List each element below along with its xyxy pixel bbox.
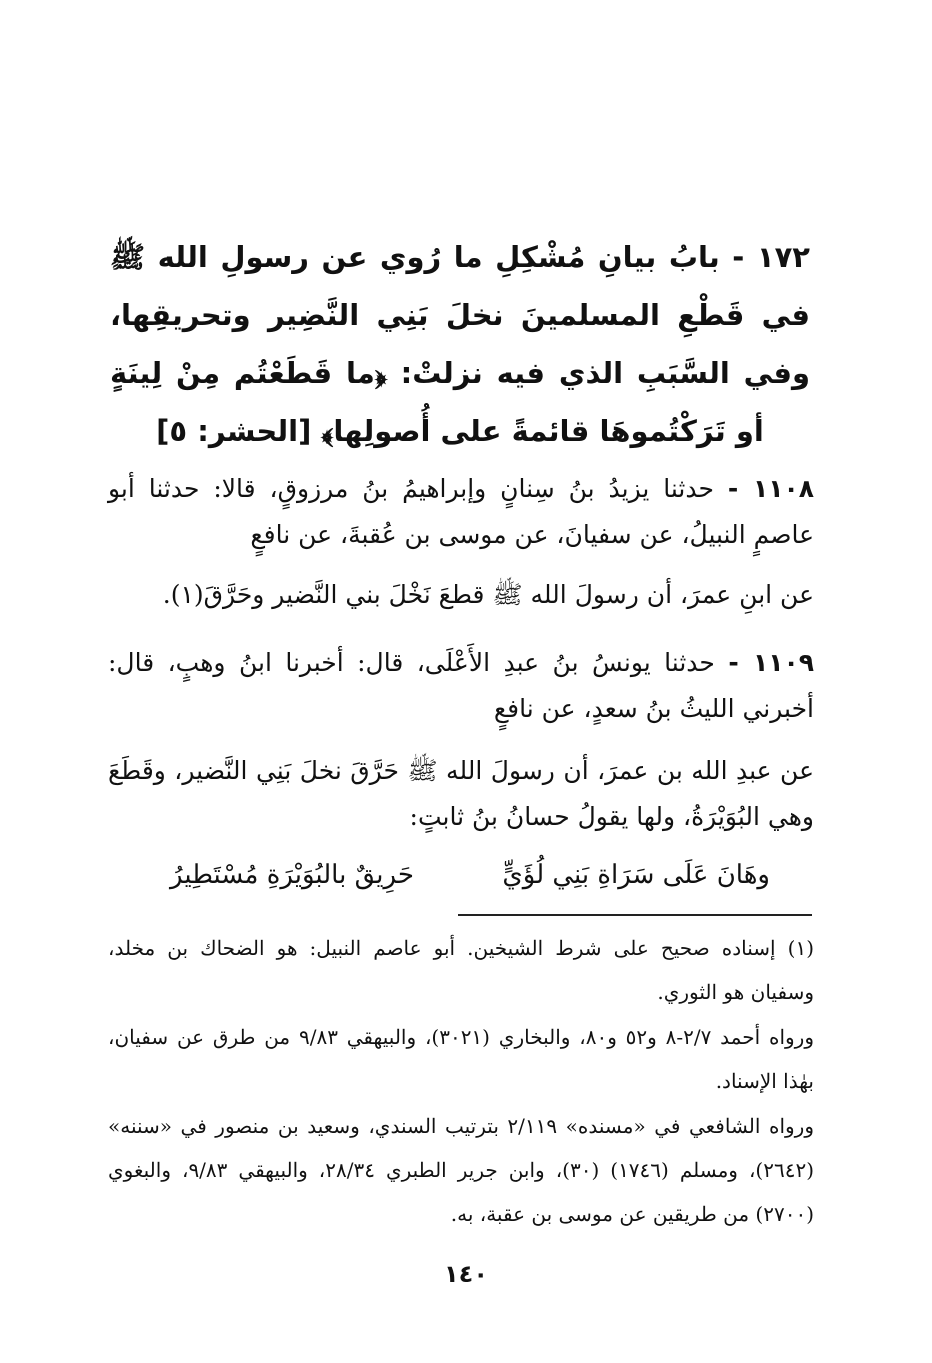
footnote: ورواه أحمد ٢/٧-٨ و٥٢ و٨٠، والبخاري (٣٠٢١)، والبيهقي ٩/٨٣ من طرق عن سفيان، بهٰذا الإسناد. xyxy=(108,1025,814,1093)
hadith-number: ١١٠٨ - xyxy=(727,474,814,503)
chapter-heading: ١٧٢ - بابُ بيانِ مُشْكِلِ ما رُوي عن رسولِ الله ﷺ في قَطْعِ المسلمينَ نخلَ بَنِي النَّضِير وتحريقِها، وفي السَّبَبِ الذي فيه نزلتْ: ﴿ما قَطَعْتُم مِنْ لِينَةٍ أو تَرَكْتُموهَا قائمةً على أُصولِها﴾ [الحشر: ٥] xyxy=(110,240,810,448)
verse-second-hemistich: حَرِيقٌ بالبُوَيْرَةِ مُسْتَطِيرُ xyxy=(170,860,414,890)
isnad-text: حدثنا يونسُ بنُ عبدِ الأَعْلَى، قال: أخبرنا ابنُ وهبٍ، قال: أخبرني الليثُ بنُ سعدٍ، عن نافعٍ xyxy=(108,648,814,723)
page-number: ١٤٠ xyxy=(444,1260,488,1288)
hadith-1108-matn: عن ابنِ عمرَ، أن رسولَ الله ﷺ قطعَ نَخْلَ بني النَّضير وحَرَّقَ(١). xyxy=(162,580,814,609)
poetry-verse xyxy=(170,850,770,900)
footnote: (١) إسناده صحيح على شرط الشيخين. أبو عاصم النبيل: هو الضحاك بن مخلد، وسفيان هو الثوري. xyxy=(108,936,814,1004)
hadith-number: ١١٠٩ - xyxy=(728,648,814,677)
verse-first-hemistich: وهَانَ عَلَى سَرَاةِ بَنِي لُؤَيٍّ xyxy=(502,860,770,890)
hadith-1108-isnad xyxy=(108,466,814,558)
isnad-text: حدثنا يزيدُ بنُ سِنانٍ وإبراهيمُ بنُ مرزوقٍ، قالا: حدثنا أبو عاصمٍ النبيلُ، عن سفيانَ، عن موسى بن عُقبةَ، عن نافعٍ xyxy=(108,474,814,549)
footnote-separator xyxy=(458,914,812,916)
footnote: ورواه الشافعي في «مسنده» ٢/١١٩ بترتيب السندي، وسعيد بن منصور في «سننه» (٢٦٤٢)، ومسلم (١٧٤٦) (٣٠)، وابن جرير الطبري ٢٨/٣٤، والبيهقي ٩/٨٣، والبغوي (٢٧٠٠) من طريقين عن موسى بن عقبة، به. xyxy=(108,1114,815,1226)
hadith-1109-isnad xyxy=(108,640,814,732)
hadith-1109-matn: عن عبدِ الله بن عمرَ، أن رسولَ الله ﷺ حَرَّقَ نخلَ بَنِي النَّضير، وقَطَعَ وهي البُوَيْرَةُ، ولها يقولُ حسانُ بنُ ثابتٍ: xyxy=(108,756,814,831)
